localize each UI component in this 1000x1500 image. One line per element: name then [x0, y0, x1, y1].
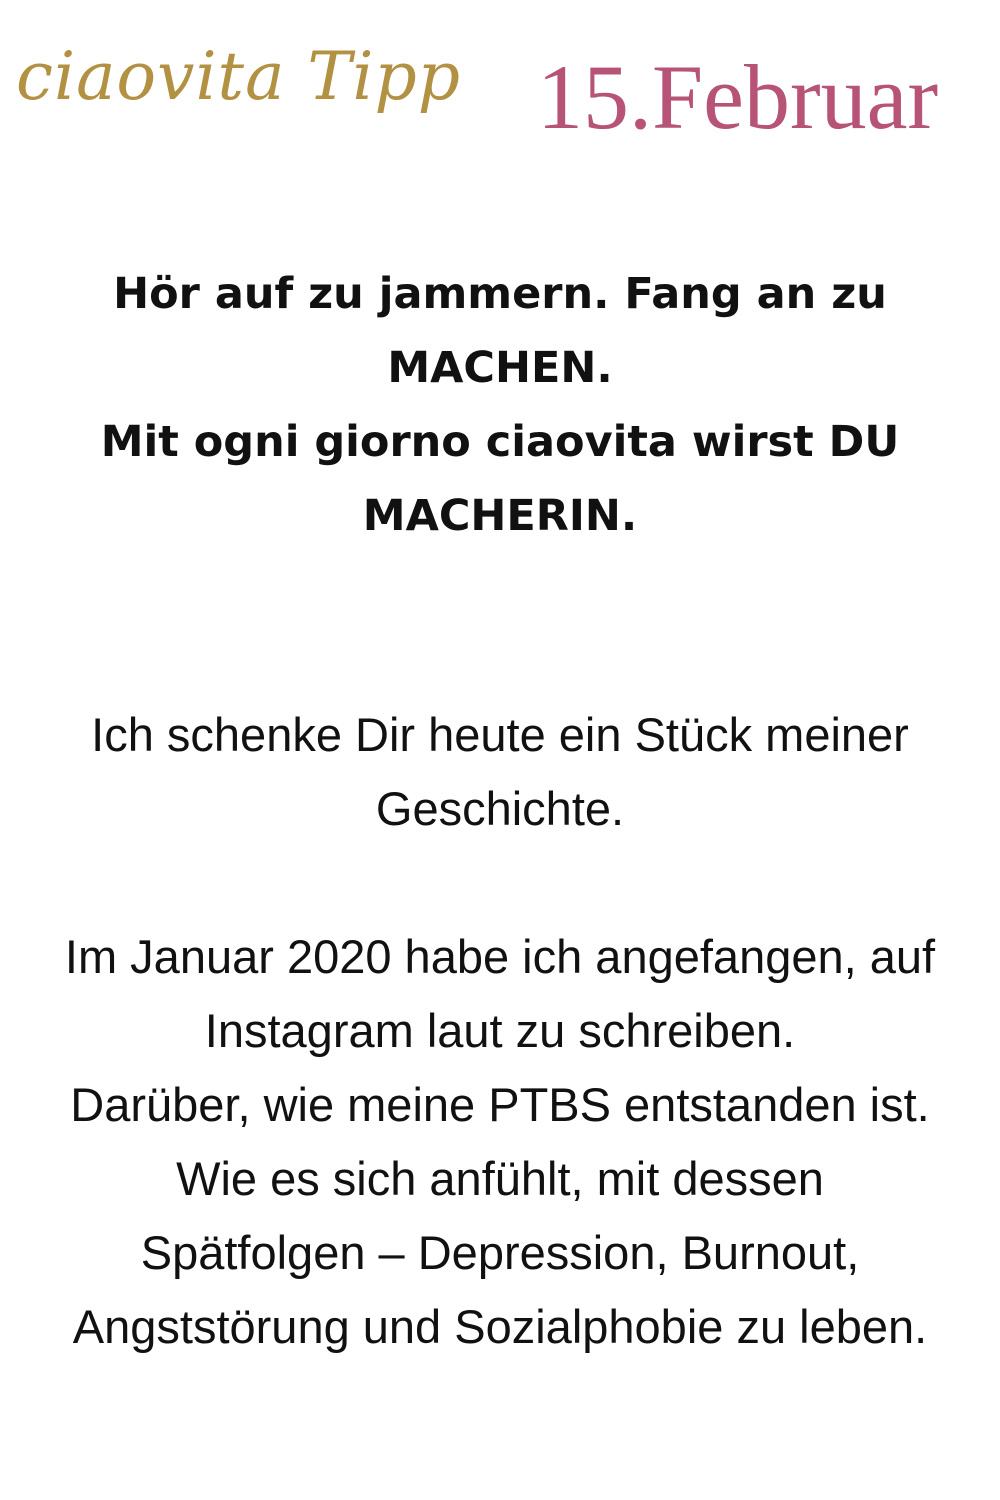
headline-line: MACHEN. [387, 343, 613, 393]
story-line: Instagram laut zu schreiben. [204, 1004, 796, 1057]
story-line: Angststörung und Sozialphobie zu leben. [72, 1300, 928, 1353]
date-title: 15.Februar [537, 46, 939, 148]
intro-line: Geschichte. [375, 782, 625, 835]
intro-line: Ich schenke Dir heute ein Stück meiner [91, 708, 909, 761]
headline-line: MACHERIN. [362, 491, 638, 541]
brand-title: ciaovita Tipp [16, 38, 462, 115]
story-line: Spätfolgen – Depression, Burnout, [140, 1226, 860, 1279]
story-line: Wie es sich anfühlt, mit dessen [176, 1152, 824, 1205]
headline-line: Hör auf zu jammern. Fang an zu [113, 269, 887, 319]
header [0, 0, 1000, 170]
headline [0, 257, 1000, 553]
story-line: Darüber, wie meine PTBS entstanden ist. [70, 1078, 930, 1131]
headline-line: Mit ogni giorno ciaovita wirst DU [100, 417, 900, 467]
story-paragraph [0, 920, 1000, 1364]
intro-paragraph [0, 698, 1000, 846]
story-line: Im Januar 2020 habe ich angefangen, auf [64, 930, 936, 983]
